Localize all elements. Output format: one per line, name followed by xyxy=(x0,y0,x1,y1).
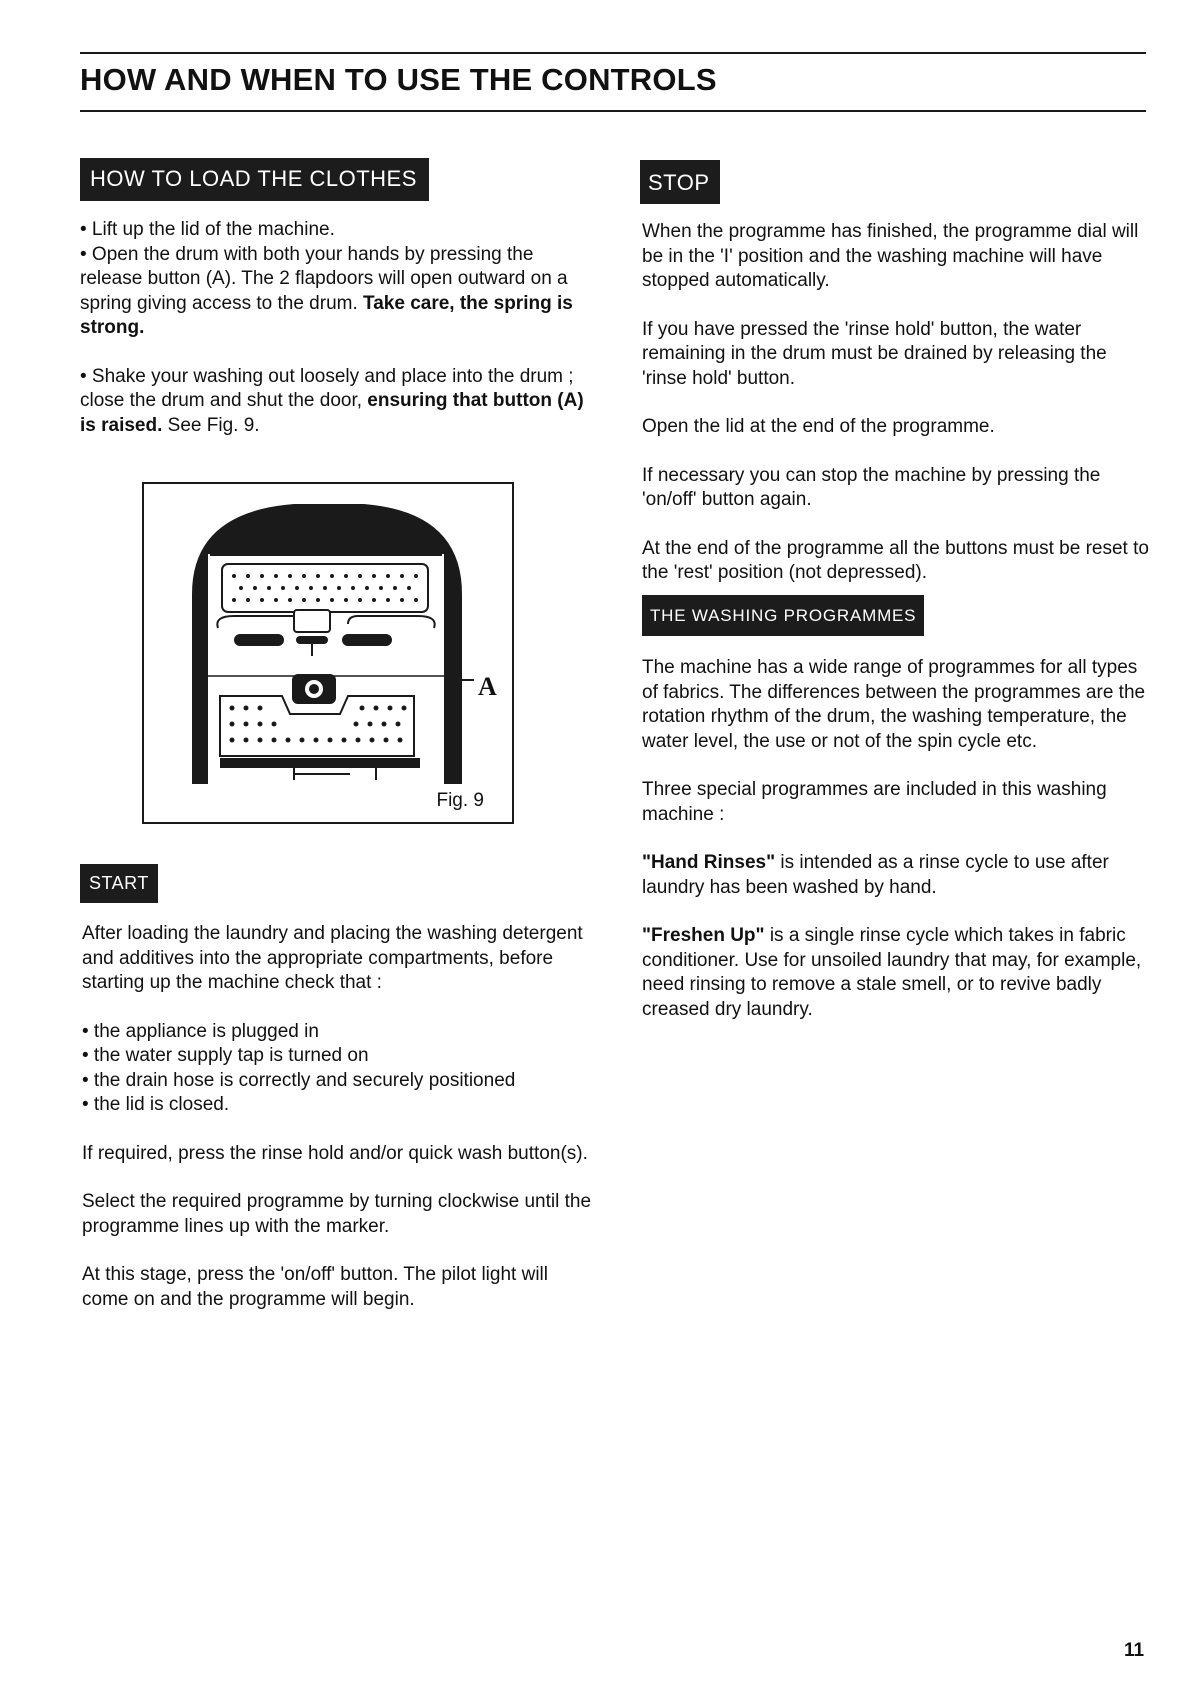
top-rule xyxy=(80,52,1146,54)
page-number: 11 xyxy=(1124,1640,1145,1661)
figure-caption: Fig. 9 xyxy=(436,790,484,811)
stop-p5: At the end of the programme all the buttons must be reset to the 'rest' position (not depressed). xyxy=(642,537,1149,583)
check-item: • the drain hose is correctly and securely positioned xyxy=(82,1069,516,1091)
title-underline xyxy=(80,110,1146,112)
load-clothes-text xyxy=(80,218,590,438)
figure-label-a: A xyxy=(478,672,497,701)
washing-programmes-heading: THE WASHING PROGRAMMES xyxy=(642,595,924,636)
hand-rinses-desc: "Hand Rinses" is intended as a rinse cycle to use after laundry has been washed by hand. xyxy=(642,852,1109,898)
start-select-programme: Select the required programme by turning clockwise until the programme lines up with the marker. xyxy=(82,1191,592,1237)
freshen-up-desc: "Freshen Up" is a single rinse cycle which takes in fabric conditioner. Use for unsoiled laundry that may, for example, need rinsing to remove a stale smell, or to revive badly creased dry laundry. xyxy=(642,925,1142,1020)
start-text xyxy=(82,922,592,1312)
load-step-lift-lid: • Lift up the lid of the machine. xyxy=(80,219,335,240)
figure-9 xyxy=(142,482,514,824)
check-item: • the water supply tap is turned on xyxy=(82,1045,369,1066)
programmes-p1: The machine has a wide range of programmes for all types of fabrics. The differences between the programmes are the rotation rhythm of the drum, the washing temperature, the water level, the use or not of the spin cycle etc. xyxy=(642,657,1146,752)
programmes-text xyxy=(642,656,1154,1022)
page-title: HOW AND WHEN TO USE THE CONTROLS xyxy=(80,62,717,97)
spring-warning: Take care, the spring is strong. xyxy=(80,292,573,338)
load-step-shake-washing: • Shake your washing out loosely and place into the drum ; close the drum and shut the door, ensuring that button (A) is raised. See Fig. 9. xyxy=(80,365,584,436)
washing-machine-drum-illustration xyxy=(144,484,512,822)
stop-heading: STOP xyxy=(640,160,720,204)
start-intro: After loading the laundry and placing the washing detergent and additives into the appropriate compartments, before starting up the machine check that : xyxy=(82,923,583,993)
stop-p3: Open the lid at the end of the programme. xyxy=(642,416,995,437)
check-item: • the lid is closed. xyxy=(82,1094,230,1115)
start-rinse-hold: If required, press the rinse hold and/or quick wash button(s). xyxy=(82,1142,588,1164)
load-clothes-heading: HOW TO LOAD THE CLOTHES xyxy=(80,158,429,201)
button-raised-warning: ensuring that button (A) is raised. xyxy=(80,390,584,436)
load-step-open-drum: • Open the drum with both your hands by pressing the release button (A). The 2 flapdoors will open outward on a spring giving access to the drum. Take care, the spring is strong. xyxy=(80,243,573,338)
stop-p1: When the programme has finished, the programme dial will be in the 'I' position and the washing machine will have stopped automatically. xyxy=(642,221,1139,291)
start-checklist xyxy=(82,1020,592,1118)
hand-rinses-label: "Hand Rinses" xyxy=(642,852,776,873)
check-item: • the appliance is plugged in xyxy=(82,1020,319,1042)
stop-p2: If you have pressed the 'rinse hold' button, the water remaining in the drum must be drained by releasing the 'rinse hold' button. xyxy=(642,318,1107,389)
freshen-up-label: "Freshen Up" xyxy=(642,925,765,946)
start-on-off: At this stage, press the 'on/off' button. The pilot light will come on and the programme will begin. xyxy=(82,1264,548,1310)
start-heading: START xyxy=(80,864,158,903)
stop-p4: If necessary you can stop the machine by pressing the 'on/off' button again. xyxy=(642,464,1101,510)
programmes-p2: Three special programmes are included in this washing machine : xyxy=(642,779,1107,825)
stop-text xyxy=(642,220,1152,586)
